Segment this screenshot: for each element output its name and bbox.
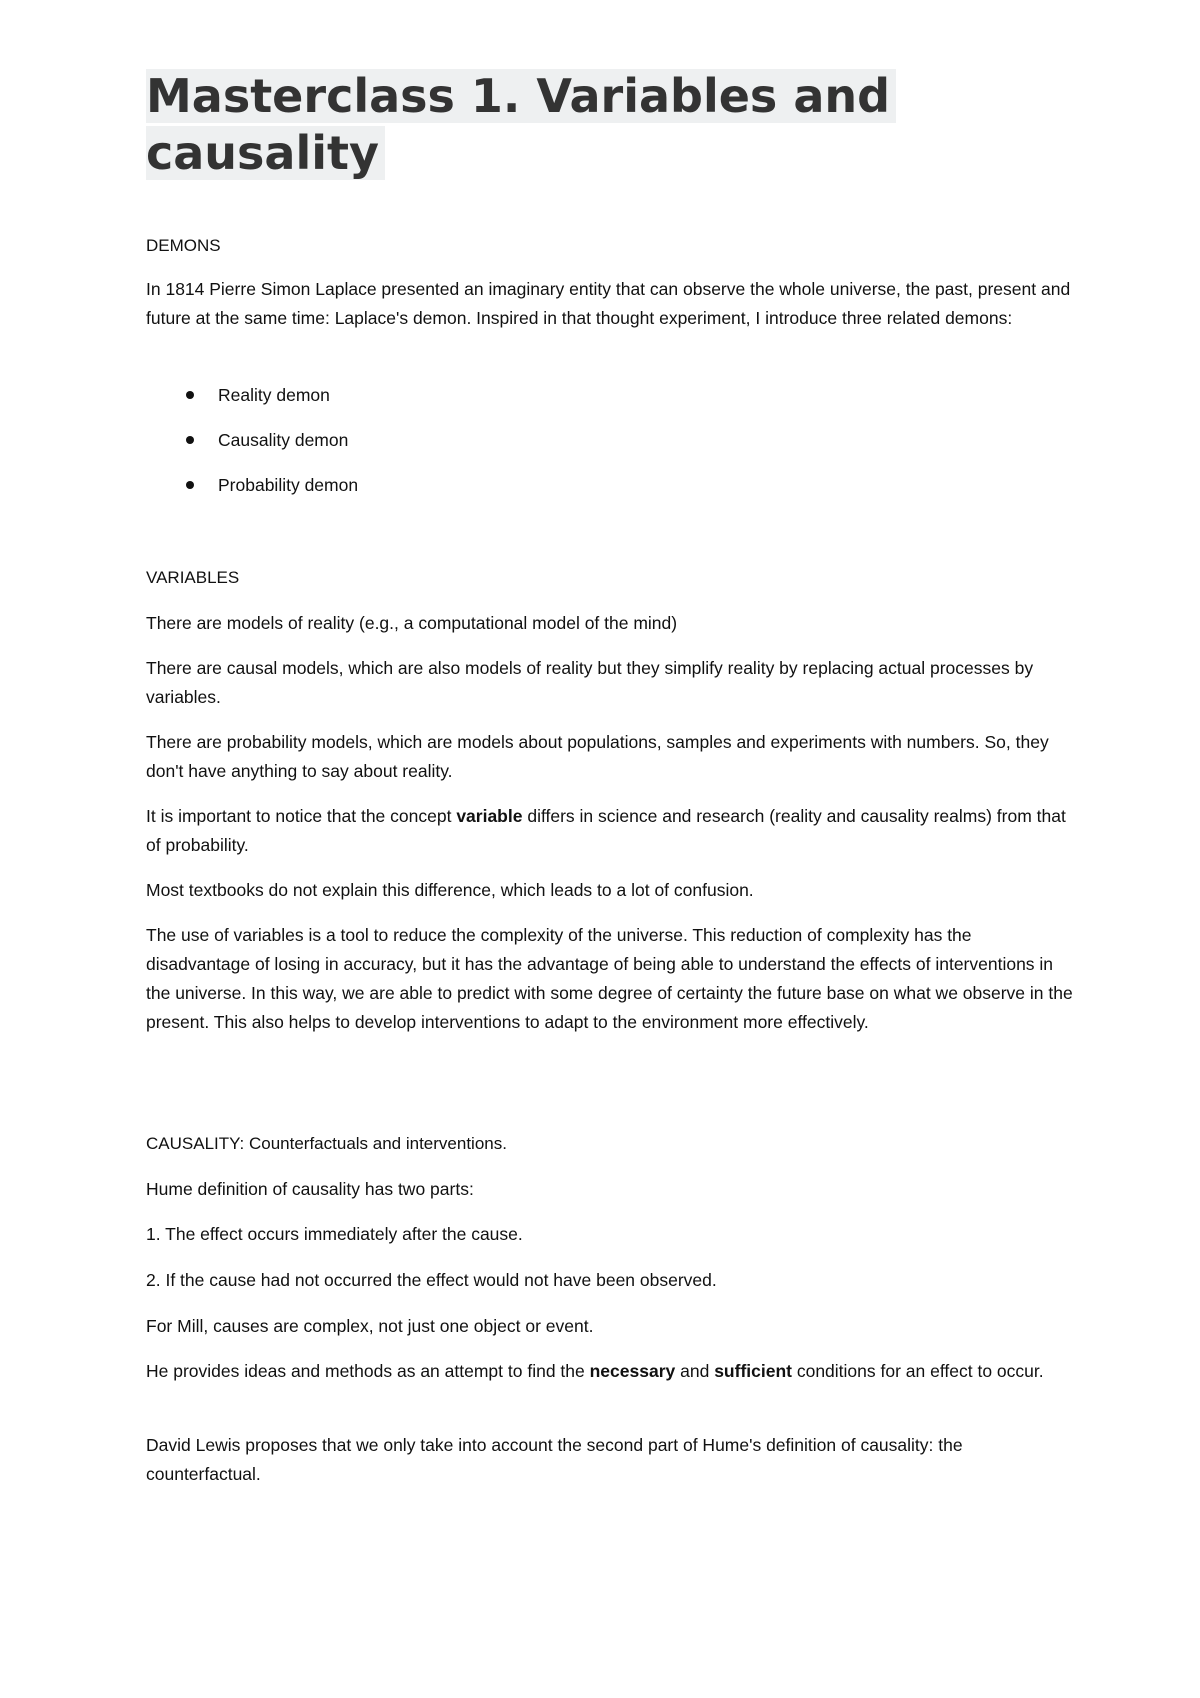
demons-intro-paragraph: In 1814 Pierre Simon Laplace presented an imaginary entity that can observe the whole universe, the past, present and future at the same time: Laplace's demon. Inspired in that thought experiment, I introduce three related demons: bbox=[146, 279, 1071, 328]
section-heading-demons: DEMONS bbox=[146, 236, 221, 255]
causality-paragraph-5-and: and bbox=[675, 1361, 715, 1381]
variables-paragraph-1: There are models of reality (e.g., a computational model of the mind) bbox=[146, 613, 678, 633]
variables-paragraph-4 bbox=[146, 802, 1076, 860]
causality-paragraph-5 bbox=[146, 1357, 1076, 1386]
document-page bbox=[146, 68, 1076, 1484]
variables-paragraph-4-end: differs in science and research (reality and causality realms) from that of probability. bbox=[146, 806, 1066, 855]
list-item-label: Probability demon bbox=[218, 475, 359, 495]
bullet-icon bbox=[186, 391, 194, 399]
variables-paragraph-2: There are causal models, which are also models of reality but they simplify reality by replacing actual processes by variables. bbox=[146, 658, 1034, 707]
variables-paragraph-4-start: It is important to notice that the concept bbox=[146, 806, 457, 826]
causality-paragraph-2: 1. The effect occurs immediately after the cause. bbox=[146, 1224, 523, 1244]
necessary-term: necessary bbox=[589, 1361, 676, 1381]
variables-paragraph-3: There are probability models, which are models about populations, samples and experiments with numbers. So, they don't have anything to say about reality. bbox=[146, 732, 1049, 781]
sufficient-term: sufficient bbox=[714, 1361, 792, 1381]
variables-paragraph-5: Most textbooks do not explain this difference, which leads to a lot of confusion. bbox=[146, 880, 754, 900]
section-heading-variables: VARIABLES bbox=[146, 568, 240, 587]
causality-paragraph-1: Hume definition of causality has two parts: bbox=[146, 1179, 474, 1199]
document-title bbox=[146, 68, 1076, 182]
variable-term: variable bbox=[456, 806, 523, 826]
causality-paragraph-5-end: conditions for an effect to occur. bbox=[791, 1361, 1044, 1381]
causality-paragraph-5-start: He provides ideas and methods as an attempt to find the bbox=[146, 1361, 590, 1381]
causality-paragraph-6: David Lewis proposes that we only take into account the second part of Hume's definition of causality: the counterfactual. bbox=[146, 1435, 963, 1484]
variables-paragraph-6: The use of variables is a tool to reduce the complexity of the universe. This reduction of complexity has the disadvantage of losing in accuracy, but it has the advantage of being able to understand the effects of interventions in the universe. In this way, we are able to predict with some degree of certainty the future base on what we observe in the present. This also helps to develop interventions to adapt to the environment more effectively. bbox=[146, 925, 1073, 1032]
list-item-label: Reality demon bbox=[218, 385, 330, 405]
bullet-icon bbox=[186, 436, 194, 444]
document-title-text: Masterclass 1. Variables and causality bbox=[146, 69, 896, 180]
causality-paragraph-3: 2. If the cause had not occurred the effect would not have been observed. bbox=[146, 1270, 717, 1290]
list-item-label: Causality demon bbox=[218, 430, 349, 450]
bullet-icon bbox=[186, 481, 194, 489]
causality-paragraph-4: For Mill, causes are complex, not just one object or event. bbox=[146, 1316, 594, 1336]
section-heading-causality: CAUSALITY: Counterfactuals and interventions. bbox=[146, 1134, 507, 1153]
